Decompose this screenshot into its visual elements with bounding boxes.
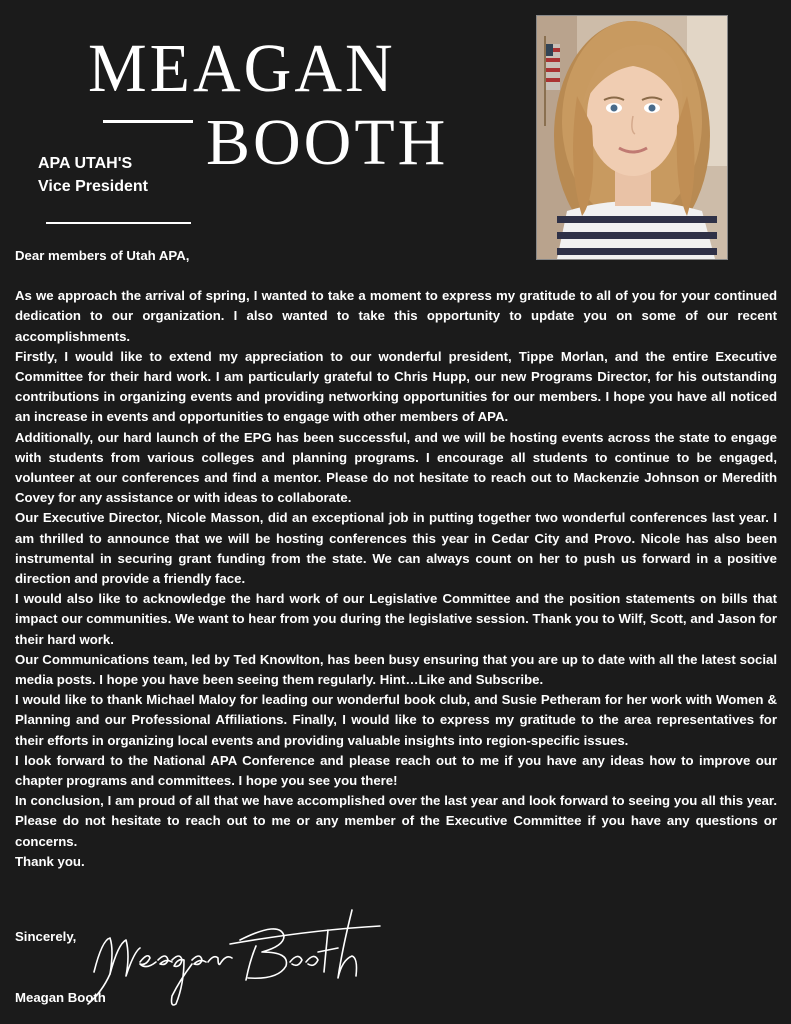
- letter-closing: Sincerely,: [15, 929, 77, 944]
- handwritten-signature: [80, 900, 390, 1015]
- letter-body: [15, 246, 777, 872]
- letter-paragraph: Our Executive Director, Nicole Masson, did an exceptional job in putting together two wonderful conferences last year. I am thrilled to announce that we will be hosting conferences this year in Cedar City and Provo. Nicole has also been instrumental in securing grant funding from the state. We can always count on her to push us forward in a positive direction and provide a friendly face.: [15, 510, 777, 587]
- portrait-photo: [536, 15, 728, 260]
- header-rule-bottom: [46, 222, 191, 224]
- letter-paragraph: Thank you.: [15, 853, 85, 869]
- letter-paragraph: I would like to thank Michael Maloy for leading our wonderful book club, and Susie Petheram for her work with Women & Planning and our Professional Affiliations. Finally, I would like to express my gratitude to the area representatives for their efforts in organizing local events and providing valuable insights into region-specific issues.: [15, 692, 777, 748]
- letter-paragraph: As we approach the arrival of spring, I wanted to take a moment to express my gratitude to all of you for your continued dedication to our organization. I also wanted to take this opportunity to update you on some of our recent accomplishments.: [15, 288, 777, 344]
- letter-paragraph: I would also like to acknowledge the hard work of our Legislative Committee and the position statements on bills that impact our communities. We want to hear from you during the legislative session. Thank you to Wilf, Scott, and Jason for their hard work.: [15, 591, 777, 647]
- letter-paragraph: I look forward to the National APA Conference and please reach out to me if you have any ideas how to improve our chapter programs and committees. I hope you see you there!: [15, 752, 777, 789]
- letter-paragraph: Additionally, our hard launch of the EPG has been successful, and we will be hosting events across the state to engage with students from various colleges and planning programs. I encourage all students to continue to be engaged, volunteer at our conferences and find a mentor. Please do not hesitate to reach out to Mackenzie Johnson or Meredith Covey for any assistance or with ideas to collaborate.: [15, 429, 777, 506]
- letter-paragraph: Our Communications team, led by Ted Knowlton, has been busy ensuring that you are up to date with all the latest social media posts. I hope you have been seeing them regularly. Hint…Like and Subscribe.: [15, 651, 777, 688]
- letter-printed-name: Meagan Booth: [15, 990, 106, 1005]
- header-last-name: BOOTH: [206, 106, 449, 179]
- portrait-illustration: [537, 16, 727, 259]
- letter-paragraph: In conclusion, I am proud of all that we have accomplished over the last year and look forward to seeing you all this year. Please do not hesitate to reach out to me or any member of the Executive Committee if you have any questions or concerns.: [15, 793, 777, 849]
- letter-salutation: Dear members of Utah APA,: [15, 248, 190, 263]
- letter-paragraph: Firstly, I would like to extend my appreciation to our wonderful president, Tippe Morlan, and the entire Executive Committee for their hard work. I am particularly grateful to Chris Hupp, our new Programs Director, for his outstanding contributions in organizing events and providing networking opportunities for our members. I hope you have all noticed an increase in events and opportunities to engage with other members of APA.: [15, 348, 777, 425]
- header-org-line: APA UTAH'S: [38, 155, 133, 172]
- header-subtitle: [38, 152, 148, 198]
- header-first-name: MEAGAN: [88, 30, 396, 107]
- header-rule-top: [103, 120, 193, 123]
- header-role-line: Vice President: [38, 178, 148, 195]
